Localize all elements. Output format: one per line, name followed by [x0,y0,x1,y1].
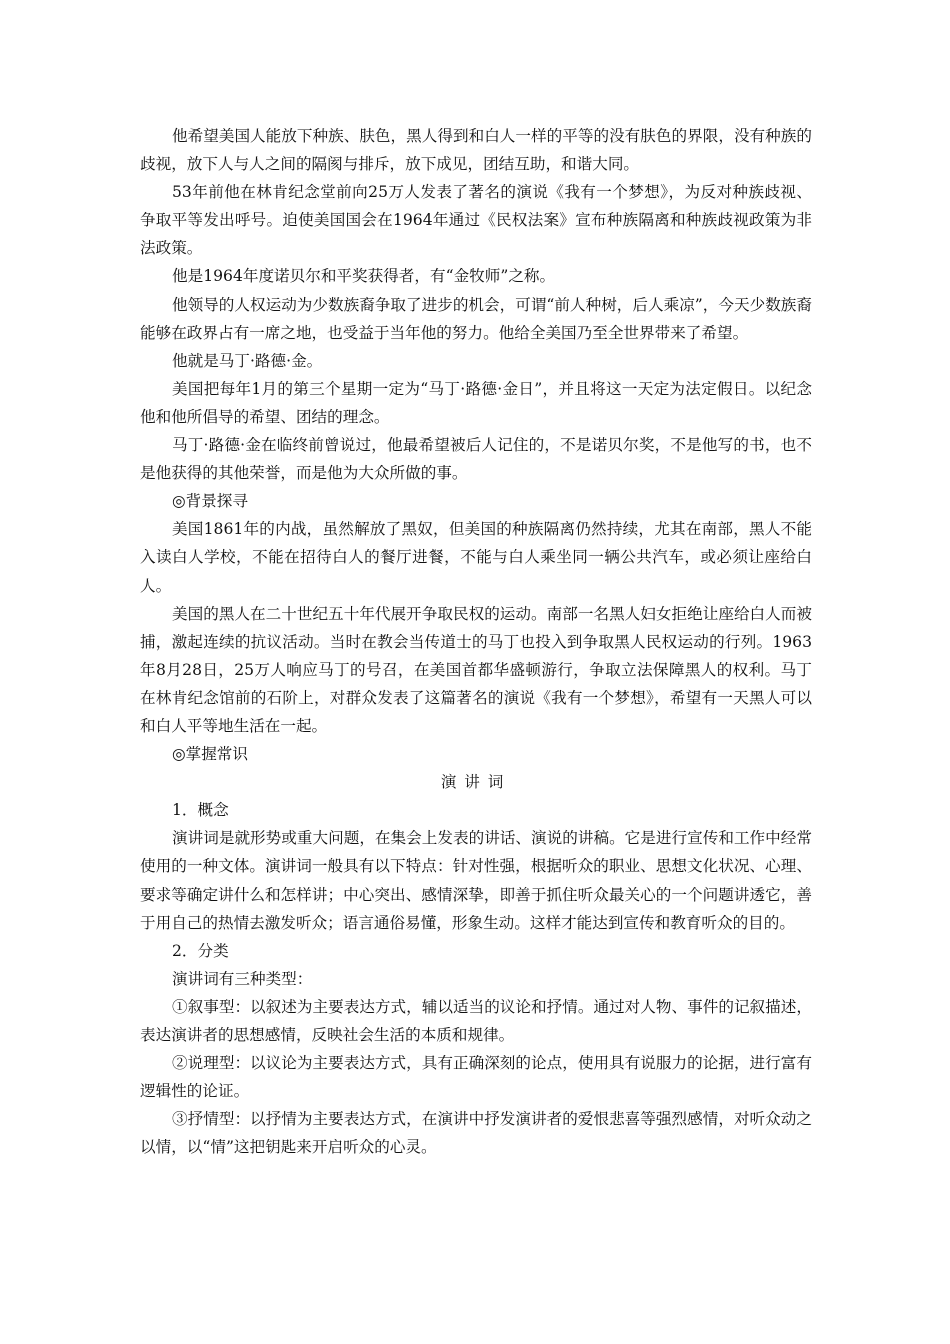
subheading-types: 2．分类 [172,941,229,960]
paragraph-speech-history: 53年前他在林肯纪念堂前向25万人发表了著名的演说《我有一个梦想》，为反对种族歧视、争取平等发出呼号。迫使美国国会在1964年通过《民权法案》宣布种族隔离和种族歧视政策为非法政策。 [140,183,812,258]
paragraph-types-intro: 演讲词有三种类型： [172,969,313,988]
paragraph-movement: 美国的黑人在二十世纪五十年代展开争取民权的运动。南部一名黑人妇女拒绝让座给白人而被捕，激起连续的抗议活动。当时在教会当传道士的马丁也投入到争取黑人民权运动的行列。1963年8月28日，25万人响应马丁的号召，在美国首都华盛顿游行，争取立法保障黑人的权利。马丁在林肯纪念馆前的石阶上，对群众发表了这篇著名的演说《我有一个梦想》，希望有一天黑人可以和白人平等地生活在一起。 [140,604,812,735]
document-page [140,122,812,1161]
subheading-concept: 1．概念 [172,801,229,820]
list-item-narrative: ①叙事型：以叙述为主要表达方式，辅以适当的议论和抒情。通过对人物、事件的记叙描述，表达演讲者的思想感情，反映社会生活的本质和规律。 [140,997,812,1044]
heading-background: ◎背景探寻 [172,492,248,511]
section-title: 演讲词 [440,773,512,792]
paragraph-legacy: 马丁·路德·金在临终前曾说过，他最希望被后人记住的，不是诺贝尔奖，不是他写的书，也不是他获得的其他荣誉，而是他为大众所做的事。 [140,436,812,483]
paragraph-holiday: 美国把每年1月的第三个星期一定为“马丁·路德·金日”，并且将这一天定为法定假日。以纪念他和他所倡导的希望、团结的理念。 [140,379,812,426]
paragraph-civil-rights: 他领导的人权运动为少数族裔争取了进步的机会，可谓“前人种树，后人乘凉”，今天少数族裔能够在政界占有一席之地，也受益于当年他的努力。他给全美国乃至全世界带来了希望。 [140,295,812,342]
paragraph-civil-war: 美国1861年的内战，虽然解放了黑奴，但美国的种族隔离仍然持续，尤其在南部，黑人不能入读白人学校，不能在招待白人的餐厅进餐，不能与白人乘坐同一辆公共汽车，或必须让座给白人。 [140,520,812,595]
list-item-argumentative: ②说理型：以议论为主要表达方式，具有正确深刻的论点，使用具有说服力的论据，进行富有逻辑性的论证。 [140,1054,812,1101]
list-item-lyrical: ③抒情型：以抒情为主要表达方式，在演讲中抒发演讲者的爱恨悲喜等强烈感情，对听众动之以情，以“情”这把钥匙来开启听众的心灵。 [140,1110,812,1157]
paragraph-concept: 演讲词是就形势或重大问题，在集会上发表的讲话、演说的讲稿。它是进行宣传和工作中经常使用的一种文体。演讲词一般具有以下特点：针对性强，根据听众的职业、思想文化状况、心理、要求等确定讲什么和怎样讲；中心突出、感情深挚，即善于抓住听众最关心的一个问题讲透它，善于用自己的热情去激发听众；语言通俗易懂，形象生动。这样才能达到宣传和教育听众的目的。 [140,829,812,932]
paragraph-nobel: 他是1964年度诺贝尔和平奖获得者，有“金牧师”之称。 [172,267,556,286]
paragraph-hope: 他希望美国人能放下种族、肤色，黑人得到和白人一样的平等的没有肤色的界限，没有种族的歧视，放下人与人之间的隔阂与排斥，放下成见，团结互助，和谐大同。 [140,127,812,174]
heading-knowledge: ◎掌握常识 [172,745,248,764]
paragraph-name: 他就是马丁·路德·金。 [172,351,323,370]
